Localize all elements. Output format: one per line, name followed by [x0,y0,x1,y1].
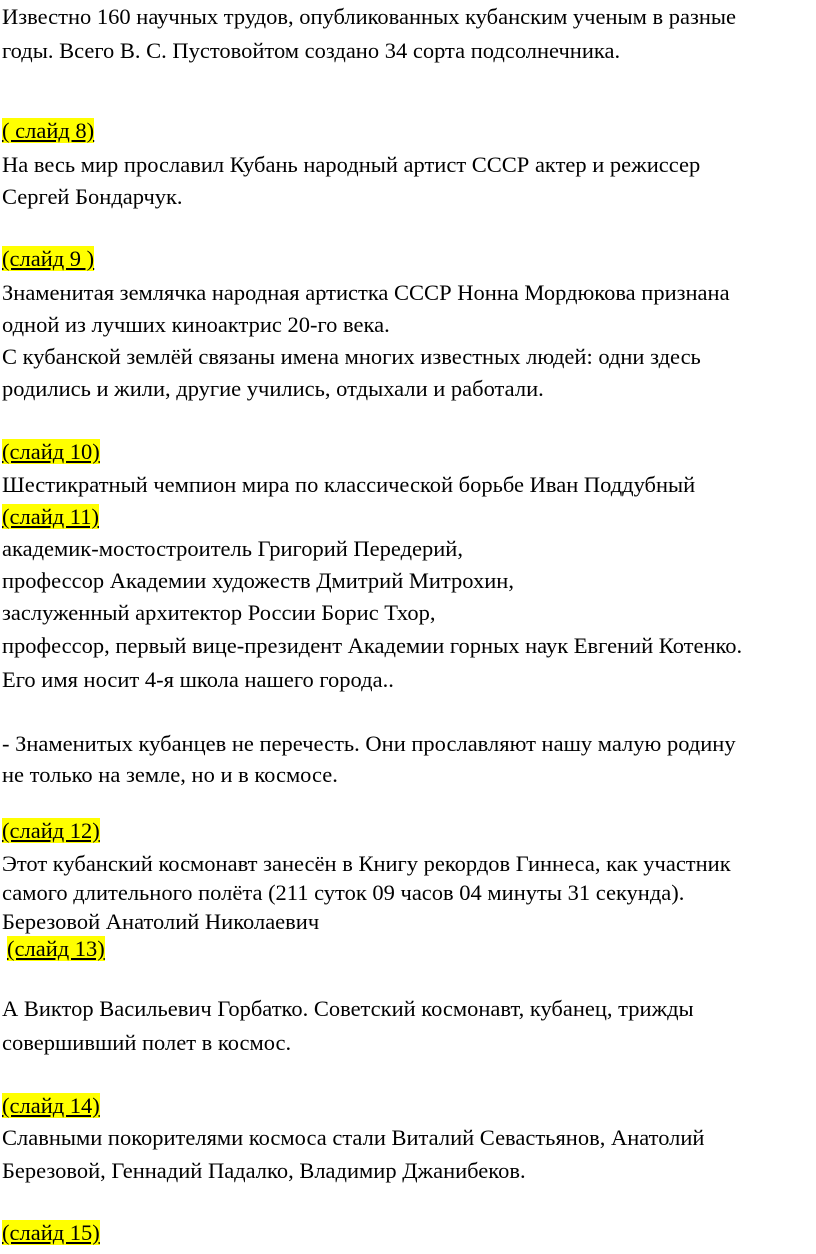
slide-label: (слайд 15) [2,1220,100,1245]
text-line [2,472,695,498]
slide-marker [2,246,94,272]
text-line [2,344,701,370]
slide-label: (слайд 9 ) [2,246,95,271]
slide-marker [2,504,99,530]
slide-marker [7,936,105,962]
text-line [2,851,731,877]
text-line [2,762,338,788]
text-line [2,880,684,906]
line-text: совершивший полет в космос. [2,1030,292,1055]
text-line [2,38,620,64]
line-text: заслуженный архитектор России Борис Тхор, [2,600,436,625]
text-line [2,536,463,562]
line-text: Этот кубанский космонавт занесён в Книгу рекордов Гиннеса, как участник [2,851,731,876]
line-text: самого длительного полёта (211 суток 09 часов 04 минуты 31 секунда). [2,880,685,905]
text-line [2,667,394,693]
line-text: С кубанской землёй связаны имена многих известных людей: одни здесь [2,344,701,369]
slide-marker [2,439,100,465]
line-text: А Виктор Васильевич Горбатко. Советский космонавт, кубанец, трижды [2,996,694,1021]
text-line [2,633,742,659]
slide-label: (слайд 13) [7,936,105,961]
slide-label: (слайд 12) [2,818,100,843]
line-text: Сергей Бондарчук. [2,184,183,209]
line-text: Шестикратный чемпион мира по классической борьбе Иван Поддубный [2,472,696,497]
line-text: Его имя носит 4-я школа нашего города.. [2,667,394,692]
line-text: профессор Академии художеств Дмитрий Митрохин, [2,568,514,593]
text-line [2,600,435,626]
line-text: Знаменитая землячка народная артистка СССР Нонна Мордюкова признана [2,280,730,305]
text-line [2,568,514,594]
line-text: Известно 160 научных трудов, опубликованных кубанским ученым в разные [2,4,737,29]
line-text: На весь мир прославил Кубань народный артист СССР актер и режиссер [2,152,701,177]
slide-label: (слайд 11) [2,504,99,529]
text-line [2,4,736,30]
slide-label: (слайд 10) [2,439,100,464]
line-text: одной из лучших киноактрис 20-го века. [2,312,390,337]
line-text: Березовой Анатолий Николаевич [2,909,320,934]
text-line [2,312,390,338]
slide-label: (слайд 14) [2,1093,100,1118]
line-text: академик-мостостроитель Григорий Передерий, [2,536,463,561]
text-line [2,1125,704,1151]
slide-label: ( слайд 8) [2,118,95,143]
line-text: не только на земле, но и в космосе. [2,762,338,787]
line-text: - Знаменитых кубанцев не перечесть. Они прославляют нашу малую родину [2,731,736,756]
slide-marker [2,118,94,144]
text-line [2,731,736,757]
slide-marker [2,818,100,844]
line-text: годы. Всего В. С. Пустовойтом создано 34 сорта подсолнечника. [2,38,621,63]
text-line [2,1158,526,1184]
text-line [2,909,319,935]
line-text: Славными покорителями космоса стали Виталий Севастьянов, Анатолий [2,1125,705,1150]
line-text: Березовой, Геннадий Падалко, Владимир Джанибеков. [2,1158,526,1183]
text-line [2,152,700,178]
line-text: профессор, первый вице-президент Академии горных наук Евгений Котенко. [2,633,743,658]
text-line [2,184,183,210]
text-line [2,280,730,306]
line-text: родились и жили, другие учились, отдыхали и работали. [2,376,544,401]
slide-marker [2,1220,100,1246]
slide-marker [2,1093,100,1119]
text-line [2,1030,291,1056]
text-line [2,376,544,402]
text-line [2,996,694,1022]
